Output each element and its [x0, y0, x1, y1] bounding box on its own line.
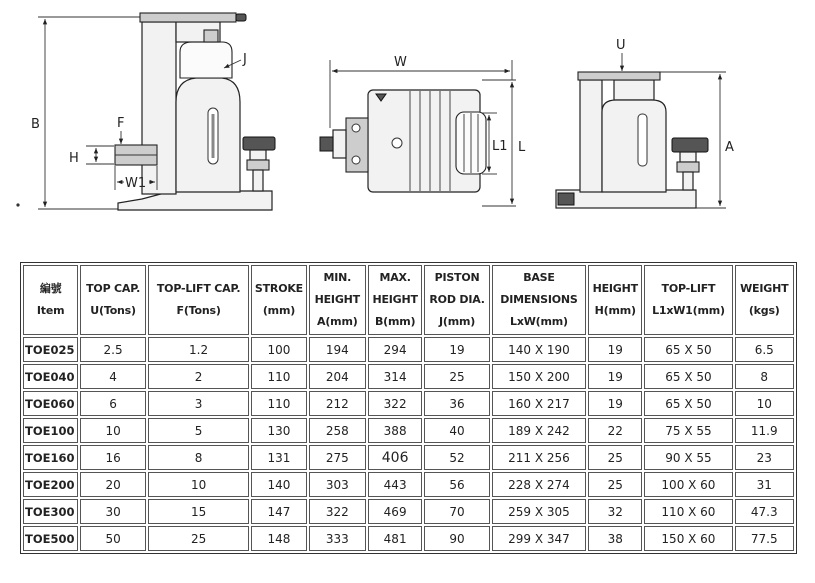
cell-height: 19: [588, 391, 642, 416]
top-cap: [140, 13, 236, 22]
cell-min-height: 303: [309, 472, 366, 497]
front-pump-neck: [680, 152, 696, 162]
dimension-w-label: W: [394, 55, 407, 70]
cell-weight: 47.3: [735, 499, 795, 524]
dimension-j-label: J: [243, 52, 247, 67]
column-header-max-height-line-1: MAX.: [379, 271, 411, 284]
cell-item: TOE025: [23, 337, 78, 362]
column-header-height-line-1: HEIGHT: [592, 282, 638, 295]
column-header-piston-rod-dia: [424, 265, 490, 335]
cell-piston-rod-dia: 40: [424, 418, 490, 443]
column-header-weight-line-1: WEIGHT: [740, 282, 789, 295]
cell-max-height: 294: [368, 337, 422, 362]
cell-top-lift: 110 X 60: [644, 499, 732, 524]
cell-weight: 23: [735, 445, 795, 470]
cell-item: TOE160: [23, 445, 78, 470]
cell-base-dimensions: 160 X 217: [492, 391, 586, 416]
cell-top-cap: 6: [80, 391, 146, 416]
front-lift-column: [580, 80, 602, 192]
front-base-plate: [556, 190, 696, 208]
piston-head: [180, 42, 232, 78]
cell-item: TOE100: [23, 418, 78, 443]
side-view-drawing: [31, 13, 275, 210]
spec-table-header-row: [23, 265, 794, 335]
column-header-top-lift-line-1: TOP-LIFT: [661, 282, 716, 295]
cell-top-lift-cap: 2: [148, 364, 249, 389]
table-row: [23, 418, 794, 443]
cell-min-height: 204: [309, 364, 366, 389]
column-header-top-lift-line-2: L1xW1(mm): [652, 304, 725, 317]
front-view-drawing: [556, 38, 734, 208]
cell-height: 38: [588, 526, 642, 551]
cell-top-cap: 2.5: [80, 337, 146, 362]
cell-top-cap: 50: [80, 526, 146, 551]
front-pump-head: [672, 138, 708, 152]
column-header-item-line-2: Item: [36, 304, 65, 317]
dimension-a-label: A: [725, 140, 734, 155]
column-header-height-line-2: H(mm): [594, 304, 636, 317]
cell-top-lift-cap: 1.2: [148, 337, 249, 362]
cell-base-dimensions: 189 X 242: [492, 418, 586, 443]
column-header-piston-rod-dia-line-2: ROD DIA.: [429, 293, 485, 306]
coupler-body: [333, 130, 346, 158]
cell-top-cap: 10: [80, 418, 146, 443]
cell-piston-rod-dia: 90: [424, 526, 490, 551]
column-header-stroke: [251, 265, 306, 335]
coupler-tip: [320, 137, 333, 151]
coupler-bolt-top: [352, 124, 360, 132]
cell-base-dimensions: 211 X 256: [492, 445, 586, 470]
cell-stroke: 130: [251, 418, 306, 443]
cell-stroke: 148: [251, 526, 306, 551]
cell-item: TOE200: [23, 472, 78, 497]
cell-base-dimensions: 150 X 200: [492, 364, 586, 389]
dimension-b-label: B: [31, 117, 40, 132]
cell-piston-rod-dia: 52: [424, 445, 490, 470]
cell-top-lift-cap: 25: [148, 526, 249, 551]
cell-piston-rod-dia: 70: [424, 499, 490, 524]
cell-stroke: 110: [251, 364, 306, 389]
cell-min-height: 258: [309, 418, 366, 443]
cell-top-lift: 75 X 55: [644, 418, 732, 443]
front-pump-stem: [683, 172, 693, 190]
table-row: [23, 337, 794, 362]
column-header-top-cap-line-1: TOP CAP.: [86, 282, 141, 295]
cell-weight: 77.5: [735, 526, 795, 551]
column-header-max-height-line-3: B(mm): [374, 315, 416, 328]
bullet-dot: [16, 203, 19, 206]
cell-min-height: 194: [309, 337, 366, 362]
column-header-min-height-line-1: MIN.: [323, 271, 352, 284]
cell-base-dimensions: 140 X 190: [492, 337, 586, 362]
column-header-top-lift-cap-line-2: F(Tons): [176, 304, 221, 317]
table-row: [23, 499, 794, 524]
cell-item: TOE060: [23, 391, 78, 416]
cell-top-lift-cap: 8: [148, 445, 249, 470]
cell-weight: 11.9: [735, 418, 795, 443]
column-header-max-height: [368, 265, 422, 335]
cell-stroke: 110: [251, 391, 306, 416]
cell-height: 32: [588, 499, 642, 524]
cell-weight: 10: [735, 391, 795, 416]
cell-weight: 31: [735, 472, 795, 497]
pump-coupler-head: [243, 137, 275, 150]
cell-height: 19: [588, 337, 642, 362]
front-pump-nut: [677, 162, 699, 172]
cell-stroke: 140: [251, 472, 306, 497]
cell-max-height: 443: [368, 472, 422, 497]
table-row: [23, 472, 794, 497]
pump-coupler-stem: [253, 170, 263, 191]
cell-min-height: 322: [309, 499, 366, 524]
cell-base-dimensions: 228 X 274: [492, 472, 586, 497]
front-top-plate: [578, 72, 660, 80]
cell-top-lift: 100 X 60: [644, 472, 732, 497]
cell-top-cap: 20: [80, 472, 146, 497]
column-header-min-height-line-2: HEIGHT: [314, 293, 360, 306]
cell-max-height: 388: [368, 418, 422, 443]
column-header-item-line-1: 編號: [39, 282, 62, 295]
cell-top-lift-cap: 5: [148, 418, 249, 443]
cell-weight: 8: [735, 364, 795, 389]
column-header-height: [588, 265, 642, 335]
dimension-u-label: U: [616, 38, 626, 53]
cell-height: 22: [588, 418, 642, 443]
spec-table-head: [23, 265, 794, 335]
front-handle-slot: [638, 114, 647, 166]
cell-piston-rod-dia: 25: [424, 364, 490, 389]
cell-weight: 6.5: [735, 337, 795, 362]
cell-max-height: 481: [368, 526, 422, 551]
column-header-top-lift-cap-line-1: TOP-LIFT CAP.: [156, 282, 241, 295]
cell-top-lift-cap: 3: [148, 391, 249, 416]
cell-height: 25: [588, 445, 642, 470]
cell-item: TOE040: [23, 364, 78, 389]
column-header-base-dimensions-line-3: LxW(mm): [510, 315, 568, 328]
column-header-weight: [735, 265, 795, 335]
column-header-base-dimensions: [492, 265, 586, 335]
dimension-w1-label: W1: [125, 176, 147, 191]
table-row: [23, 526, 794, 551]
table-row: [23, 445, 794, 470]
cell-top-cap: 30: [80, 499, 146, 524]
cell-stroke: 147: [251, 499, 306, 524]
pump-coupler-nut: [247, 160, 269, 170]
base-plate: [118, 191, 272, 210]
cell-stroke: 131: [251, 445, 306, 470]
cell-base-dimensions: 259 X 305: [492, 499, 586, 524]
cell-min-height: 275: [309, 445, 366, 470]
column-header-piston-rod-dia-line-1: PISTON: [434, 271, 480, 284]
cell-stroke: 100: [251, 337, 306, 362]
table-row: [23, 391, 794, 416]
cell-top-lift: 65 X 50: [644, 364, 732, 389]
column-header-stroke-line-2: (mm): [262, 304, 296, 317]
cell-top-lift-cap: 15: [148, 499, 249, 524]
column-header-min-height-line-3: A(mm): [317, 315, 358, 328]
column-header-top-lift-cap: [148, 265, 249, 335]
column-header-top-lift: [644, 265, 732, 335]
dimension-l-label: L: [518, 140, 526, 155]
cell-max-height: 469: [368, 499, 422, 524]
cell-piston-rod-dia: 19: [424, 337, 490, 362]
dimension-l1-label: L1: [492, 139, 508, 154]
lift-column: [142, 22, 176, 194]
column-header-weight-line-2: (kgs): [748, 304, 780, 317]
top-view-drawing: [320, 55, 526, 206]
dimension-f-label: F: [117, 116, 125, 131]
cell-top-lift: 150 X 60: [644, 526, 732, 551]
column-header-stroke-line-1: STROKE: [254, 282, 303, 295]
pump-coupler-neck: [250, 150, 266, 160]
column-header-item: [23, 265, 78, 335]
top-cap-pin: [236, 14, 246, 21]
dimension-h-label: H: [69, 151, 79, 166]
table-row: [23, 364, 794, 389]
column-header-piston-rod-dia-line-3: J(mm): [439, 315, 476, 328]
cell-min-height: 333: [309, 526, 366, 551]
column-header-base-dimensions-line-1: BASE: [523, 271, 555, 284]
cell-top-lift: 90 X 55: [644, 445, 732, 470]
piston-rod-top: [204, 30, 218, 42]
cell-height: 25: [588, 472, 642, 497]
cell-top-cap: 4: [80, 364, 146, 389]
cell-max-height: 322: [368, 391, 422, 416]
cell-piston-rod-dia: 56: [424, 472, 490, 497]
cell-top-lift: 65 X 50: [644, 391, 732, 416]
technical-drawings: [0, 0, 815, 256]
spec-table: [20, 262, 797, 554]
cell-min-height: 212: [309, 391, 366, 416]
release-valve: [392, 138, 402, 148]
cell-top-cap: 16: [80, 445, 146, 470]
cell-max-height: 406: [368, 445, 422, 470]
column-header-max-height-line-2: HEIGHT: [372, 293, 418, 306]
column-header-min-height: [309, 265, 366, 335]
cell-top-lift-cap: 10: [148, 472, 249, 497]
column-header-top-cap: [80, 265, 146, 335]
cell-max-height: 314: [368, 364, 422, 389]
cell-base-dimensions: 299 X 347: [492, 526, 586, 551]
front-cylinder-body: [602, 100, 666, 192]
cell-piston-rod-dia: 36: [424, 391, 490, 416]
column-header-base-dimensions-line-2: DIMENSIONS: [500, 293, 578, 306]
front-neck: [614, 80, 654, 100]
spec-table-body: [23, 337, 794, 551]
cell-height: 19: [588, 364, 642, 389]
cell-item: TOE500: [23, 526, 78, 551]
front-base-foot: [558, 193, 574, 205]
column-header-top-cap-line-2: U(Tons): [90, 304, 136, 317]
coupler-bolt-bottom: [352, 156, 360, 164]
cell-item: TOE300: [23, 499, 78, 524]
cell-top-lift: 65 X 50: [644, 337, 732, 362]
